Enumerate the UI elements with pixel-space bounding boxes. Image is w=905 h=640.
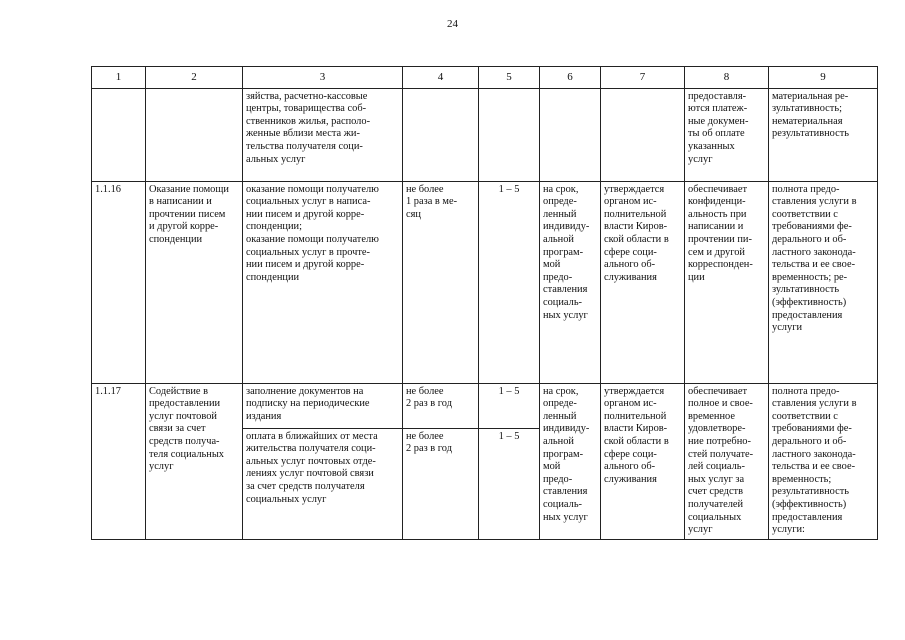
indicators-cell: материальная ре- зультативность; нематериальная результативность xyxy=(769,88,878,181)
header-cell: 2 xyxy=(146,67,243,89)
term-cell: на срок, опреде- ленный индивиду- альной програм- мой предо- ставления социаль- ных услуг xyxy=(540,383,601,539)
header-cell: 5 xyxy=(479,67,540,89)
table-row-1-1-16 xyxy=(92,181,878,383)
header-cell: 3 xyxy=(243,67,403,89)
service-content-cell: оплата в ближайших от места жительства получателя соци- альных услуг почтовых отде- лениях услуг почтовой связи за счет средств получателя социальных услуг xyxy=(243,428,403,539)
table-cell xyxy=(540,88,601,181)
service-name-cell: Содействие в предоставлении услуг почтовой связи за счет средств получа- теля социальных услуг xyxy=(146,383,243,539)
service-content-cell: зяйства, расчетно-кассовые центры, товарищества соб- ственников жилья, располо- женные вблизи места жи- тельства получателя соци- альных услуг xyxy=(243,88,403,181)
count-cell: 1 – 5 xyxy=(479,428,540,539)
conditions-cell: обеспечивает конфиденци- альность при написании и прочтении пи- сем и другой корреспонден- ции xyxy=(685,181,769,383)
indicators-cell: полнота предо- ставления услуги в соответствии с требованиями фе- дерального и об- ластного законода- тельства и ее свое- временность; результативность (эффективность) предоставления услуги: xyxy=(769,383,878,539)
header-cell: 1 xyxy=(92,67,146,89)
service-content-cell: оказание помощи получателю социальных услуг в написа- нии писем и другой корре- спонденции; оказание помощи получателю социальных услуг в прочте- нии писем и другой корре- спонденции xyxy=(243,181,403,383)
tariff-cell: утверждается органом ис- полнительной власти Киров- ской области в сфере соци- ального об- служивания xyxy=(601,181,685,383)
conditions-cell: обеспечивает полное и свое- временное удовлетворе- ние потребно- стей получате- лей социаль- ных услуг за счет средств получателей социальных услуг xyxy=(685,383,769,539)
table-cell xyxy=(601,88,685,181)
services-table xyxy=(91,66,878,540)
tariff-cell: утверждается органом ис- полнительной власти Киров- ской области в сфере соци- ального об- служивания xyxy=(601,383,685,539)
service-content-cell: заполнение документов на подписку на периодические издания xyxy=(243,383,403,428)
table-row-continuation xyxy=(92,88,878,181)
table-cell xyxy=(479,88,540,181)
header-cell: 6 xyxy=(540,67,601,89)
table-cell xyxy=(146,88,243,181)
header-row xyxy=(92,67,878,89)
volume-cell: не более 2 раз в год xyxy=(403,428,479,539)
header-cell: 7 xyxy=(601,67,685,89)
count-cell: 1 – 5 xyxy=(479,181,540,383)
term-cell: на срок, опреде- ленный индивиду- альной програм- мой предо- ставления социаль- ных услуг xyxy=(540,181,601,383)
header-cell: 9 xyxy=(769,67,878,89)
table-cell xyxy=(92,88,146,181)
page-number: 24 xyxy=(447,18,458,30)
header-cell: 4 xyxy=(403,67,479,89)
indicators-cell: полнота предо- ставления услуги в соответствии с требованиями фе- дерального и об- ластного законода- тельства и ее свое- временность; ре- зультативность (эффективность) предоставления услуги xyxy=(769,181,878,383)
conditions-cell: предоставля- ются платеж- ные докумен- ты об оплате указанных услуг xyxy=(685,88,769,181)
table-cell xyxy=(403,88,479,181)
service-number-cell: 1.1.17 xyxy=(92,383,146,539)
header-cell: 8 xyxy=(685,67,769,89)
count-cell: 1 – 5 xyxy=(479,383,540,428)
volume-cell: не более 2 раз в год xyxy=(403,383,479,428)
service-name-cell: Оказание помощи в написании и прочтении писем и другой корре- спонденции xyxy=(146,181,243,383)
table-row-1-1-17 xyxy=(92,383,878,428)
volume-cell: не более 1 раза в ме- сяц xyxy=(403,181,479,383)
service-number-cell: 1.1.16 xyxy=(92,181,146,383)
